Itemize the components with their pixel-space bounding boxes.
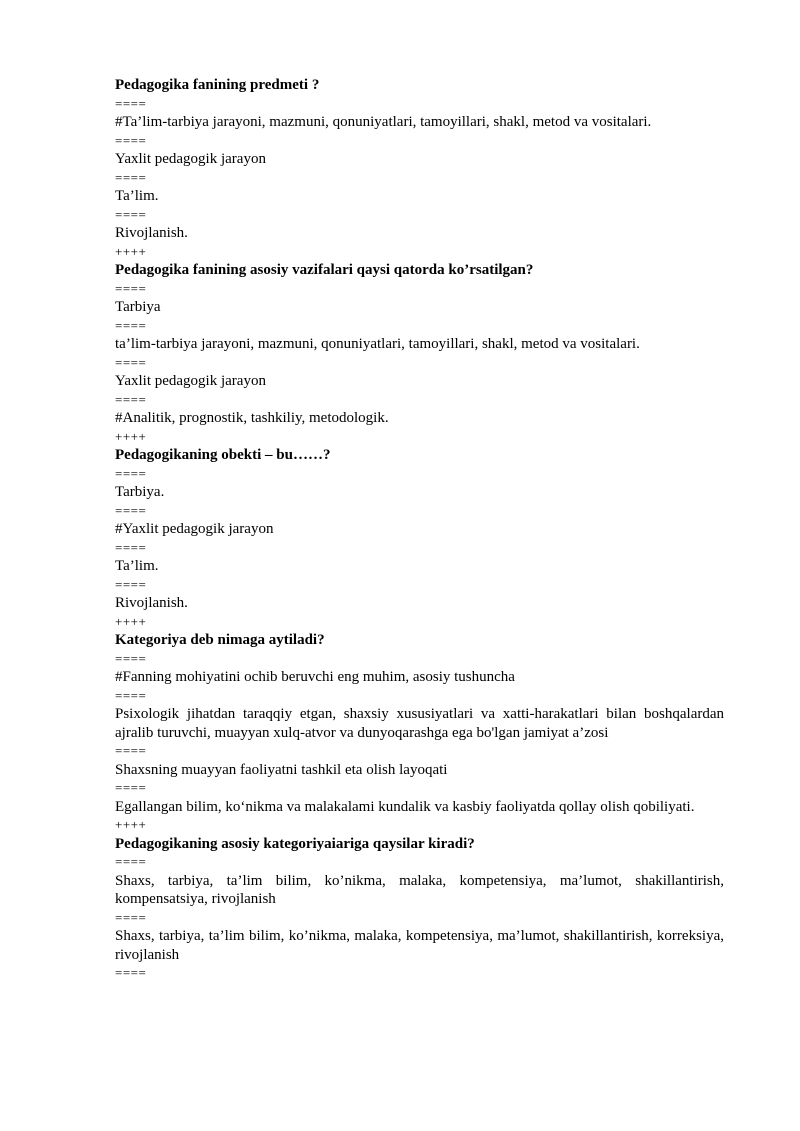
answer-option: Shaxsning muayyan faoliyatni tashkil eta olish layoqati (115, 761, 448, 778)
option-separator: ==== (115, 502, 147, 518)
option-separator: ==== (115, 169, 147, 185)
answer-option: #Analitik, prognostik, tashkiliy, metodologik. (115, 410, 389, 426)
answer-option: Psixologik jihatdan taraqqiy etgan, shaxsiy xususiyatlari va xatti-harakatlari bilan boshqalardan ajralib turuvchi, muayyan xulq-atvor va dunyoqarashga ega bo'lgan jamiyat a’zosi (115, 706, 724, 741)
question-text: Pedagogikaning obekti – bu……? (115, 447, 331, 463)
question-text: Pedagogikaning asosiy kategoriyaiariga qaysilar kiradi? (115, 835, 475, 852)
answer-option: Tarbiya. (115, 484, 165, 500)
answer-option: Ta’lim. (115, 558, 159, 574)
question-text: Pedagogika fanining predmeti ? (115, 77, 320, 93)
question-text: Pedagogika fanining asosiy vazifalari qaysi qatorda ko’rsatilgan? (115, 262, 534, 278)
option-separator: ==== (115, 576, 147, 592)
question-end-separator: ++++ (115, 428, 147, 444)
option-separator: ==== (115, 687, 147, 703)
answer-option: ta’lim-tarbiya jarayoni, mazmuni, qonuniyatlari, tamoyillari, shakl, metod va vositalari. (115, 336, 640, 352)
document-page (115, 76, 724, 983)
option-separator: ==== (115, 206, 147, 222)
answer-option: Shaxs, tarbiya, ta’lim bilim, ko’nikma, malaka, kompetensiya, ma’lumot, shakillantirish, korreksiya, rivojlanish (115, 928, 724, 963)
answer-option: #Yaxlit pedagogik jarayon (115, 521, 274, 537)
option-separator: ==== (115, 743, 147, 758)
option-separator: ==== (115, 317, 147, 333)
answer-option: Yaxlit pedagogik jarayon (115, 373, 266, 389)
question-end-separator: ++++ (115, 243, 147, 259)
question-end-separator: ++++ (115, 613, 147, 629)
question-text: Kategoriya deb nimaga aytiladi? (115, 632, 325, 648)
answer-option: Yaxlit pedagogik jarayon (115, 151, 266, 167)
option-separator: ==== (115, 280, 147, 296)
option-separator: ==== (115, 132, 147, 148)
option-separator: ==== (115, 780, 147, 795)
option-separator: ==== (115, 909, 147, 925)
answer-option: Rivojlanish. (115, 595, 188, 611)
answer-option: Shaxs, tarbiya, ta’lim bilim, ko’nikma, malaka, kompetensiya, ma’lumot, shakillantirish, kompensatsiya, rivojlanish (115, 872, 724, 907)
answer-option: Rivojlanish. (115, 225, 188, 241)
answer-option: Egallangan bilim, ko‘nikma va malakalami kundalik va kasbiy faoliyatda qollay olish qobiliyati. (115, 798, 695, 815)
option-separator: ==== (115, 95, 147, 111)
option-separator: ==== (115, 354, 147, 370)
option-separator: ==== (115, 965, 147, 980)
option-separator: ==== (115, 650, 147, 666)
option-separator: ==== (115, 539, 147, 555)
option-separator: ==== (115, 391, 147, 407)
answer-option: Ta’lim. (115, 188, 159, 204)
option-separator: ==== (115, 854, 147, 869)
answer-option: #Ta’lim-tarbiya jarayoni, mazmuni, qonuniyatlari, tamoyillari, shakl, metod va vositalari. (115, 114, 652, 130)
option-separator: ==== (115, 465, 147, 481)
answer-option: #Fanning mohiyatini ochib beruvchi eng muhim, asosiy tushuncha (115, 669, 515, 685)
answer-option: Tarbiya (115, 299, 161, 315)
question-end-separator: ++++ (115, 817, 147, 832)
